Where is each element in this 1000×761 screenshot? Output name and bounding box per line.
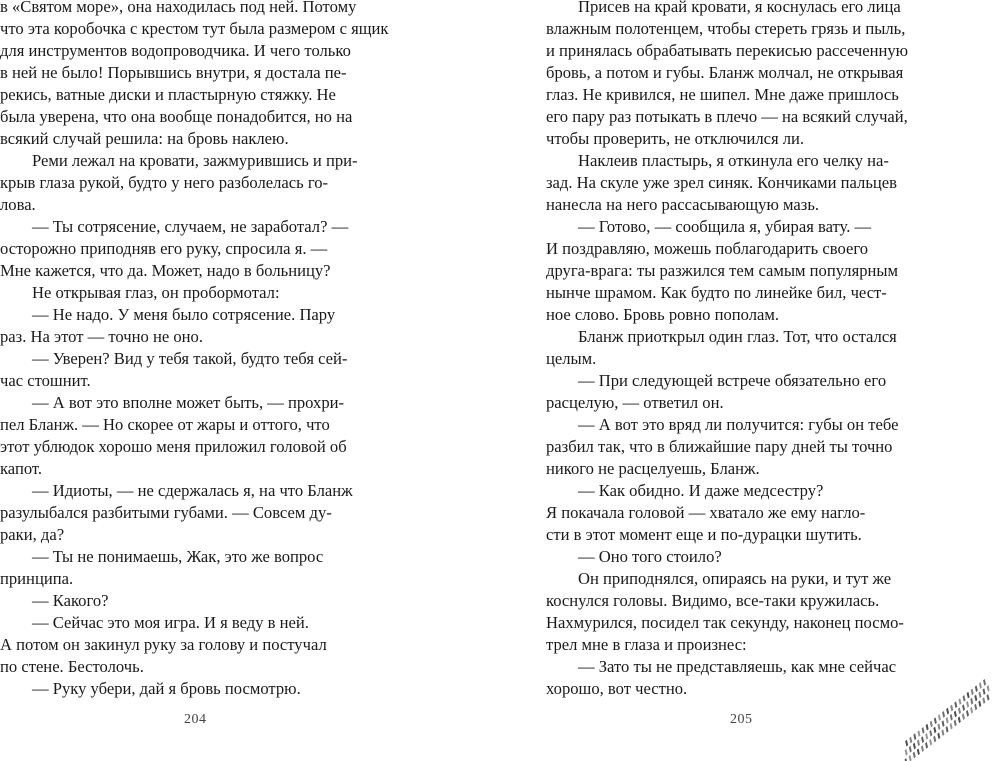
left-page <box>0 0 400 761</box>
text-line: — Как обидно. И даже медсестру? <box>578 481 824 500</box>
text-line: — Оно того стоило? <box>578 547 722 566</box>
text-line: — А вот это вполне может быть, — прохри- <box>32 393 345 412</box>
text-line: — Идиоты, — не сдержалась я, на что Бланж <box>32 481 353 500</box>
text-line: рекись, ватные диски и пластырную стяжку. Не <box>0 85 336 104</box>
text-line: что эта коробочка с крестом тут была размером с ящик <box>0 19 389 38</box>
text-line: А потом он закинул руку за голову и постучал <box>0 635 327 654</box>
text-line: Он приподнялся, опираясь на руки, и тут же <box>578 569 892 588</box>
text-line: — Уверен? Вид у тебя такой, будто тебя сей- <box>32 349 348 368</box>
text-line: целым. <box>546 349 597 368</box>
text-line: нанесла на него рассасывающую мазь. <box>546 195 820 214</box>
text-line: разулыбался разбитыми губами. — Совсем ду- <box>0 503 332 522</box>
text-line: — Ты не понимаешь, Жак, это же вопрос <box>32 547 324 566</box>
text-line: принципа. <box>0 569 74 588</box>
text-line: в ней не было! Порывшись внутри, я достала пе- <box>0 63 347 82</box>
text-line: раз. На этот — точно не оно. <box>0 327 203 346</box>
text-line: для инструментов водопроводчика. И чего только <box>0 41 351 60</box>
text-line: — Сейчас это моя игра. И я веду в ней. <box>32 613 309 632</box>
text-line: Наклеив пластырь, я откинула его челку на- <box>578 151 889 170</box>
text-line: по стене. Бестолочь. <box>0 657 144 676</box>
text-line: Присев на край кровати, я коснулась его лица <box>578 0 901 16</box>
text-line: осторожно приподняв его руку, спросила я. — <box>0 239 328 258</box>
text-line: пел Бланж. — Но скорее от жары и оттого, что <box>0 415 330 434</box>
text-line: Мне кажется, что да. Может, надо в больницу? <box>0 261 331 280</box>
text-line: час стошнит. <box>0 371 91 390</box>
text-line: — При следующей встрече обязательно его <box>578 371 887 390</box>
text-line: И поздравляю, можешь поблагодарить своего <box>546 239 869 258</box>
text-line: Я покачала головой — хватало же ему нагло- <box>546 503 866 522</box>
text-line: — Не надо. У меня было сотрясение. Пару <box>32 305 336 324</box>
right-page <box>546 0 946 761</box>
text-line: его пару раз потыкать в плечо — на всякий случай, <box>546 107 908 126</box>
text-line: влажным полотенцем, чтобы стереть грязь и пыль, <box>546 19 906 38</box>
text-line: трел мне в глаза и произнес: <box>546 635 747 654</box>
text-line: лова. <box>0 195 36 214</box>
text-line: друга-врага: ты разжился тем самым популярным <box>546 261 899 280</box>
text-line: капот. <box>0 459 43 478</box>
text-line: никого не расцелуешь, Бланж. <box>546 459 760 478</box>
text-line: — Руку убери, дай я бровь посмотрю. <box>32 679 301 698</box>
text-line: разбил так, что в ближайшие пару дней ты точно <box>546 437 893 456</box>
text-line: и принялась обрабатывать перекисью рассеченную <box>546 41 909 60</box>
text-line: — Какого? <box>32 591 109 610</box>
text-line: Не открывая глаз, он пробормотал: <box>32 283 280 302</box>
text-line: сти в этот момент еще и по-дурацки шутить. <box>546 525 862 544</box>
text-line: хорошо, вот честно. <box>546 679 688 698</box>
text-line: Нахмурился, посидел так секунду, наконец посмо- <box>546 613 904 632</box>
text-line: ное слово. Бровь ровно пополам. <box>546 305 780 324</box>
text-line: чтобы проверить, не отключился ли. <box>546 129 805 148</box>
text-line: глаз. Не кривился, не шипел. Мне даже пришлось <box>546 85 899 104</box>
text-line: всякий случай решила: на бровь наклею. <box>0 129 289 148</box>
text-line: — Готово, — сообщила я, убирая вату. — <box>578 217 872 236</box>
page-number: 204 <box>184 712 207 727</box>
tire-track-icon <box>904 671 1000 761</box>
text-line: — Зато ты не представляешь, как мне сейчас <box>578 657 897 676</box>
text-line: раки, да? <box>0 525 65 544</box>
text-line: — А вот это вряд ли получится: губы он тебе <box>578 415 899 434</box>
text-line: зад. На скуле уже зрел синяк. Кончиками пальцев <box>546 173 897 192</box>
text-line: Реми лежал на кровати, зажмурившись и при- <box>32 151 358 170</box>
text-line: была уверена, что она вообще понадобится, но на <box>0 107 353 126</box>
text-line: расцелую, — ответил он. <box>546 393 724 412</box>
text-line: Бланж приоткрыл один глаз. Тот, что остался <box>578 327 897 346</box>
text-line: этот ублюдок хорошо меня приложил головой об <box>0 437 347 456</box>
text-line: нынче шрамом. Как будто по линейке бил, чест- <box>546 283 887 302</box>
text-line: бровь, а потом и губы. Бланж молчал, не открывая <box>546 63 904 82</box>
text-line: коснулся головы. Видимо, все-таки кружилась. <box>546 591 880 610</box>
text-line: в «Святом море», она находилась под ней. Потому <box>0 0 357 16</box>
page-number: 205 <box>730 712 753 727</box>
text-line: — Ты сотрясение, случаем, не заработал? — <box>32 217 349 236</box>
text-line: крыв глаза рукой, будто у него разболелась го- <box>0 173 329 192</box>
